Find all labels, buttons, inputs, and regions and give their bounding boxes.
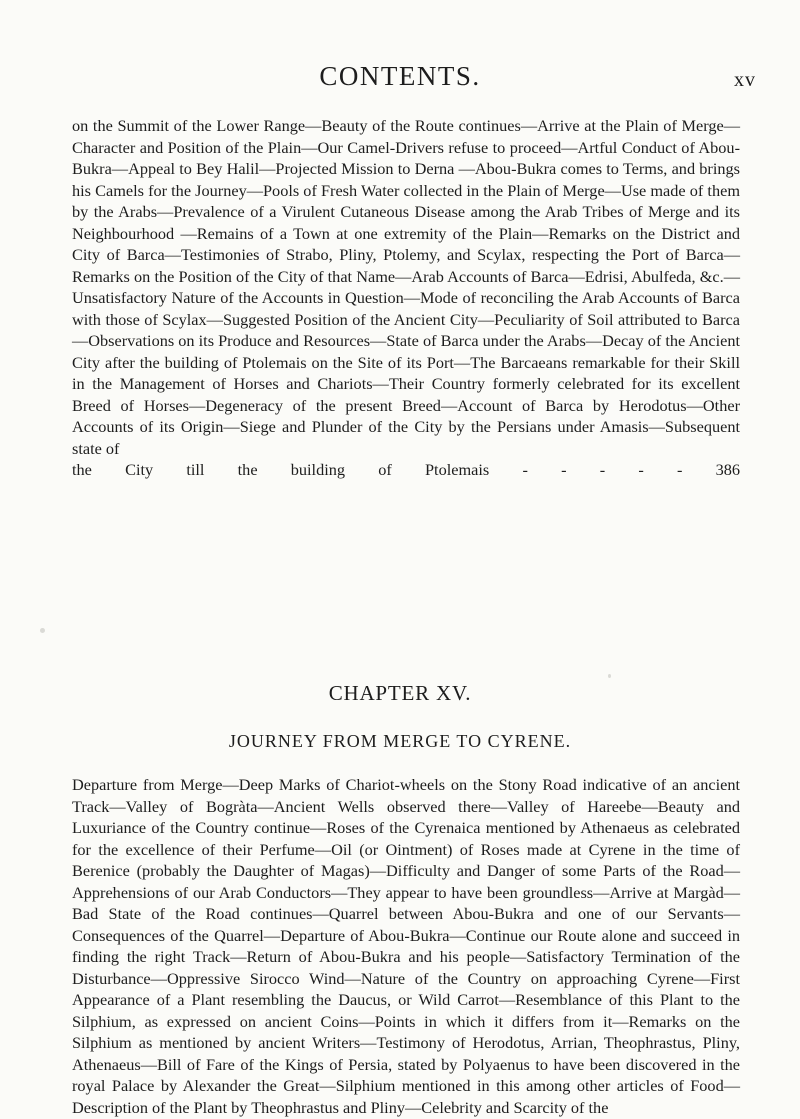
continued-summary-text: on the Summit of the Lower Range—Beauty of the Route continues—Arrive at the Plain of Merge—Character and Position of the Plain—Our Camel-Drivers refuse to proceed—Artful Conduct of Abou-Bukra—Appeal to Bey Halil—Projected Mission to Derna —Abou-Bukra comes to Terms, and brings his Camels for the Journey—Pools of Fresh Water collected in the Plain of Merge—Use made of them by the Arabs—Prevalence of a Virulent Cutaneous Disease among the Arab Tribes of Merge and its Neighbourhood —Remains of a Town at one extremity of the Plain—Remarks on the District and City of Barca—Testimonies of Strabo, Pliny, Ptolemy, and Scylax, respecting the Port of Barca—Remarks on the Position of the City of that Name—Arab Accounts of Barca—Edrisi, Abulfeda, &c.—Unsatisfactory Nature of the Accounts in Question—Mode of reconciling the Arab Accounts of Barca with those of Scylax—Suggested Position of the Ancient City—Peculiarity of Soil attributed to Barca—Observations on its Produce and Resources—State of Barca under the Arabs—Decay of the Ancient City after the building of Ptolemais on the Site of its Port—The Barcaeans remarkable for their Skill in the Management of Horses and Chariots—Their Country formerly celebrated for its excellent Breed of Horses—Degeneracy of the present Breed—Account of Barca by Herodotus—Other Accounts of its Origin—Siege and Plunder of the City by the Persians under Amasis—Subsequent state of — [72, 116, 740, 458]
dot-leaders: - - - - - — [522, 460, 683, 479]
chapter-summary-paragraph: Departure from Merge—Deep Marks of Chariot-wheels on the Stony Road indicative of an ancient Track—Valley of Bogràta—Ancient Wells observed there—Valley of Hareebe—Beauty and Luxuriance of the Country continue—Roses of the Cyrenaica mentioned by Athenaeus as celebrated for the excellence of their Perfume—Oil (or Ointment) of Roses made at Cyrene in the time of Berenice (probably the Daughter of Magas)—Difficulty and Danger of some Parts of the Road—Apprehensions of our Arab Conductors—They appear to have been groundless—Arrive at Margàd—Bad State of the Road continues—Quarrel between Abou-Bukra and one of our Servants—Consequences of the Quarrel—Departure of Abou-Bukra—Continue our Route alone and succeed in finding the right Track—Return of Abou-Bukra and his people—Satisfactory Termination of the Disturbance—Oppressive Sirocco Wind—Nature of the Country on approaching Cyrene—First Appearance of a Plant resembling the Daucus, or Wild Carrot—Resemblance of this Plant to the Silphium, as expressed on ancient Coins—Points in which it differs from it—Remarks on the Silphium as mentioned by ancient Writers—Testimony of Herodotus, Arrian, Theophrastus, Pliny, Athenaeus—Bill of Fare of the Kings of Persia, stated by Polyaenus to have been discovered in the royal Palace by Alexander the Great—Silphium mentioned in this among other articles of Food—Description of the Plant by Theophrastus and Pliny—Celebrity and Scarcity of the — [72, 775, 740, 1117]
chapter-number: CHAPTER XV. — [328, 681, 472, 705]
page-reference-line — [72, 459, 740, 481]
page-number: xv — [734, 69, 756, 91]
page-title: CONTENTS. — [319, 61, 481, 91]
page-reference: 386 — [715, 460, 741, 479]
running-head — [40, 56, 760, 96]
paper-spot — [608, 674, 611, 678]
continued-contents-paragraph — [72, 115, 740, 481]
chapter-title: JOURNEY FROM MERGE TO CYRENE. — [228, 731, 572, 751]
reference-last-line: the City till the building of Ptolemais — [72, 460, 490, 479]
paper-spot — [40, 628, 45, 633]
